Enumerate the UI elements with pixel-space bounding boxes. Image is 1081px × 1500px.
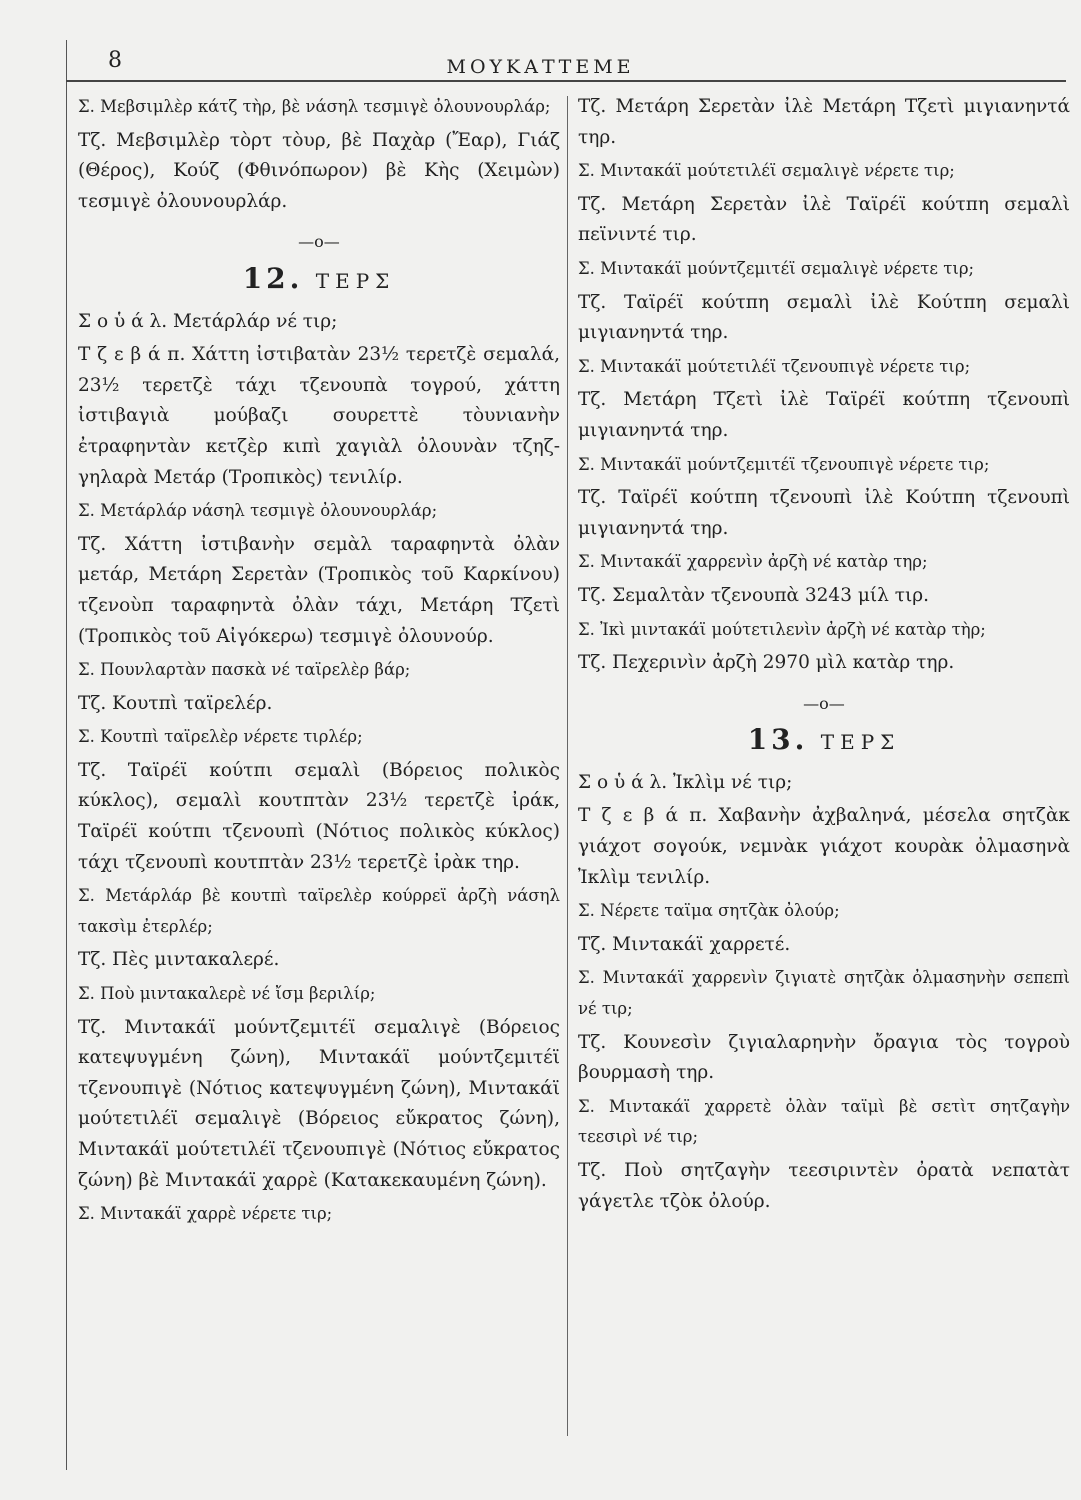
question-paragraph: Σ. Μιντακάϊ μούντζεμιτέϊ τζενουπιγὲ νέρετε τιρ; <box>578 454 990 474</box>
left-column <box>78 92 560 1233</box>
answer-paragraph: Τζ. Μιντακάϊ μούντζεμιτέϊ σεμαλιγὲ (Βόρειος κατεψυγμένη ζώνη), Μιντακάϊ μούντζεμιτέϊ τζενουπιγὲ (Νότιος κατεψυγμένη ζώνη), Μιντακάϊ μούτετιλέϊ σεμαλιγὲ (Βόρειος εὔκρατος ζώνη), Μιντακάϊ μούτετιλέϊ τζενουπιγὲ (Νότιος εὔκρατος ζώνη) βὲ Μιντακάϊ χαρρὲ (Κατακεκαυμένη ζώνη). <box>78 1016 560 1191</box>
answer-paragraph: Τζ. Σεμαλτὰν τζενουπὰ 3243 μίλ τιρ. <box>578 584 929 606</box>
lesson-heading <box>578 725 1070 758</box>
answer-paragraph: Τζ. Μετάρη Σερετὰν ἰλὲ Μετάρη Τζετὶ μιγιανηντά τηρ. <box>578 96 1070 148</box>
question-paragraph: Σ. Κουτπὶ ταϊρελὲρ νέρετε τιρλέρ; <box>78 727 363 747</box>
question-paragraph: Σ. Πουνλαρτὰν πασκὰ νέ ταϊρελὲρ βάρ; <box>78 660 411 680</box>
answer-paragraph: Σ ο ὑ ά λ. Ἰκλὶμ νέ τιρ; <box>578 771 793 793</box>
answer-paragraph: Τζ. Ταϊρέϊ κούτπη τζενουπὶ ἰλὲ Κούτπη τζενουπὶ μιγιανηντά τηρ. <box>578 487 1070 539</box>
question-paragraph: Σ. Μετάρλάρ βὲ κουτπὶ ταϊρελὲρ κούρρεϊ ἀρζὴ νάσηλ τακσὶμ ἐτερλέρ; <box>78 886 560 936</box>
answer-paragraph: Τζ. Μετάρη Σερετὰν ἰλὲ Ταϊρέϊ κούτπη σεμαλὶ πεϊνιντέ τιρ. <box>578 193 1070 246</box>
answer-paragraph: Τζ. Ποὺ σητζαγὴν τεεσιριντὲν ὀρατὰ νεπατὰτ γάγετλε τζὸκ ὀλούρ. <box>578 1160 1070 1212</box>
lesson-number: 13. <box>747 723 809 757</box>
lesson-number: 12. <box>242 261 304 295</box>
answer-paragraph: Τζ. Μιντακάϊ χαρρετέ. <box>578 933 791 955</box>
header-rule <box>66 80 1066 82</box>
answer-paragraph: Τζ. Ταϊρέϊ κούτπι σεμαλὶ (Βόρειος πολικὸς κύκλος), σεμαλὶ κουτπτὰν 23½ τερετζὲ ἰράκ, Ταϊρέϊ κούτπι τζενουπὶ (Νότιος πολικὸς κύκλος) τάχι τζενουπὶ κουτπτὰν 23½ τερετζὲ ἰρὰκ τηρ. <box>78 759 560 873</box>
answer-paragraph: Τζ. Κουτπὶ ταϊρελέρ. <box>78 692 273 714</box>
section-separator: —ο— <box>298 232 340 252</box>
question-paragraph: Σ. Ποὺ μιντακαλερὲ νέ ἴσμ βεριλίρ; <box>78 984 376 1004</box>
answer-paragraph: Τζ. Μεβσιμλὲρ τὸρτ τὸυρ, βὲ Παχὰρ (Ἔαρ), Γιάζ (Θέρος), Κούζ (Φθινόπωρον) βὲ Κὴς (Χειμὼν) τεσμιγὲ ὀλουνουρλάρ. <box>78 129 560 212</box>
column-divider <box>567 96 568 1436</box>
answer-paragraph: Τζ. Πεχερινὶν ἀρζὴ 2970 μὶλ κατὰρ τηρ. <box>578 652 955 674</box>
answer-paragraph: Τζ. Μετάρη Τζετὶ ἰλὲ Ταϊρέϊ κούτπη τζενουπὶ μιγιανηντά τηρ. <box>578 389 1070 441</box>
answer-paragraph: Τ ζ ε β ά π. Χάττη ἰστιβατὰν 23½ τερετζὲ σεμαλά, 23½ τερετζὲ τάχι τζενουπὰ τογρού, χάττη ἰστιβαγιὰ μούβαζι σουρεττὲ τὸυνιανὴν ἐτραφηντὰν κετζὲρ κιπὶ χαγιὰλ ὀλουνὰν τζηζ-γηλαρὰ Μετάρ (Τροπικὸς) τενιλίρ. <box>78 344 560 488</box>
question-paragraph: Σ. Μεβσιμλὲρ κάτζ τὴρ, βὲ νάσηλ τεσμιγὲ ὀλουνουρλάρ; <box>78 97 551 116</box>
page-number: 8 <box>108 48 122 73</box>
page-frame-left-line <box>66 40 67 1470</box>
question-paragraph: Σ. Μιντακάϊ χαρρὲ νέρετε τιρ; <box>78 1204 333 1224</box>
answer-paragraph: Τζ. Κουνεσὶν ζιγιαλαρηνὴν ὄραγια τὸς τογροὺ βουρμασὴ τηρ. <box>578 1031 1070 1084</box>
question-paragraph: Σ. Μιντακάϊ μούντζεμιτέϊ σεμαλιγὲ νέρετε τιρ; <box>578 258 975 278</box>
running-title: ΜΟΥΚΑΤΤΕΜΕ <box>446 56 635 78</box>
answer-paragraph: Τζ. Ταϊρέϊ κούτπη σεμαλὶ ἰλὲ Κούτπη σεμαλὶ μιγιανηντά τηρ. <box>578 291 1070 344</box>
answer-paragraph: Τζ. Πὲς μιντακαλερέ. <box>78 949 280 971</box>
question-paragraph: Σ. Ἰκὶ μιντακάϊ μούτετιλενὶν ἀρζὴ νέ κατὰρ τὴρ; <box>578 619 986 639</box>
question-paragraph: Σ. Μετάρλάρ νάσηλ τεσμιγὲ ὀλουνουρλάρ; <box>78 501 438 521</box>
question-paragraph: Σ. Μιντακάϊ χαρρενὶν ζιγιατὲ σητζὰκ ὀλμασηνὴν σεπεπὶ νέ τιρ; <box>578 968 1070 1019</box>
lesson-word: ΤΕΡΣ <box>303 268 396 293</box>
section-separator: —ο— <box>803 693 845 713</box>
question-paragraph: Σ. Μιντακάϊ μούτετιλέϊ τζενουπιγὲ νέρετε τιρ; <box>578 356 971 376</box>
lesson-word: ΤΕΡΣ <box>808 730 901 755</box>
lesson-heading <box>78 261 560 297</box>
question-paragraph: Σ. Μιντακάϊ χαρρενὶν ἀρζὴ νέ κατὰρ τηρ; <box>578 552 928 572</box>
answer-paragraph: Τ ζ ε β ά π. Χαβανὴν ἀχβαληνά, μέσελα σητζὰκ γιάχοτ σογούκ, νεμνὰκ γιάχοτ κουρὰκ ὀλμασηνὰ Ἰκλὶμ τενιλίρ. <box>578 805 1070 888</box>
question-paragraph: Σ. Μιντακάϊ χαρρετὲ ὀλὰν ταϊμὶ βὲ σετὶτ σητζαγὴν τεεσιρὶ νέ τιρ; <box>578 1096 1070 1147</box>
question-paragraph: Σ. Μιντακάϊ μούτετιλέϊ σεμαλιγὲ νέρετε τιρ; <box>578 161 955 181</box>
question-paragraph: Σ. Νέρετε ταϊμα σητζὰκ ὀλούρ; <box>578 901 840 921</box>
answer-paragraph: Τζ. Χάττη ἰστιβανὴν σεμὰλ ταραφηντὰ ὀλὰν μετάρ, Μετάρη Σερετὰν (Τροπικὸς τοῦ Καρκίνου) τζενοὺπ ταραφηντὰ ὀλὰν τάχι, Μετάρη Τζετὶ (Τροπικὸς τοῦ Αἰγόκερω) τεσμιγὲ ὀλουνούρ. <box>78 533 560 647</box>
right-column <box>578 92 1070 1220</box>
answer-paragraph: Σ ο ὑ ά λ. Μετάρλάρ νέ τιρ; <box>78 310 338 332</box>
